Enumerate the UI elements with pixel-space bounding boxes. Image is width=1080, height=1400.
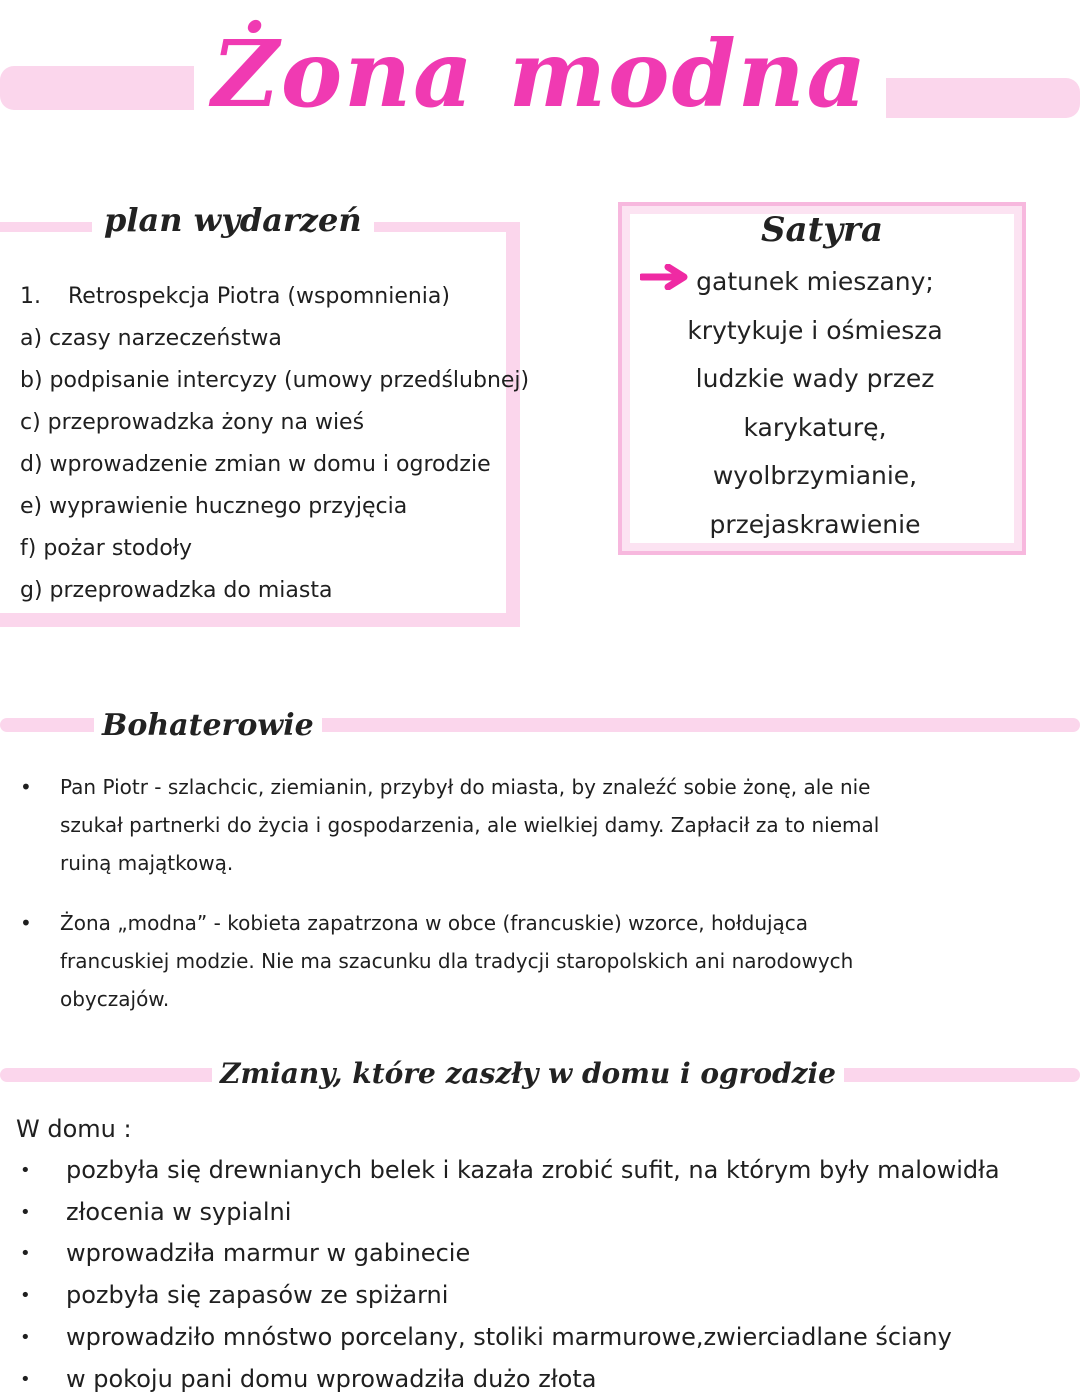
list-item: • w pokoju pani domu wprowadziła dużo złota (20, 1359, 1000, 1400)
satyra-line: gatunek mieszany; (696, 267, 934, 296)
satyra-line: krytykuje i ośmiesza (687, 315, 943, 345)
bullet-icon: • (20, 1243, 31, 1265)
plan-item: g) przeprowadzka do miasta (20, 578, 333, 603)
plan-item: 1. Retrospekcja Piotra (wspomnienia) (20, 284, 450, 309)
list-item: • pozbyła się zapasów ze spiżarni (20, 1275, 1000, 1317)
bullet-icon: • (20, 1201, 31, 1223)
bullet-icon: • (20, 1326, 31, 1348)
plan-item: e) wyprawienie hucznego przyjęcia (20, 494, 408, 519)
list-item: • wprowadziła marmur w gabinecie (20, 1233, 1000, 1275)
bullet-icon: • (20, 775, 32, 799)
character-zona: • Żona „modna” - kobieta zapatrzona w obce (francuskie) wzorce, hołdująca francuskiej modzie. Nie ma szacunku dla tradycji staropolskich ani narodowych obyczajów. (20, 904, 853, 1018)
bullet-icon: • (20, 1160, 31, 1181)
satyra-line: ludzkie wady przez (695, 364, 935, 393)
plan-item: c) przeprowadzka żony na wieś (20, 410, 365, 435)
satyra-line: przejaskrawienie (709, 509, 921, 539)
satyra-definition (680, 258, 950, 549)
bullet-icon: • (20, 1368, 31, 1390)
w-domu-list (20, 1150, 1000, 1400)
w-domu-label: W domu : (16, 1115, 132, 1143)
plan-item: f) pożar stodoły (20, 536, 193, 561)
page-title: Żona modna (0, 10, 1080, 139)
bohaterowie-heading: Bohaterowie (94, 706, 322, 745)
list-item: • złocenia w sypialni (20, 1192, 1000, 1234)
zmiany-heading: Zmiany, które zaszły w domu i ogrodzie (212, 1056, 844, 1092)
satyra-heading: Satyra (761, 210, 883, 250)
list-item: • wprowadziło mnóstwo porcelany, stoliki marmurowe,zwierciadlane ściany (20, 1317, 1000, 1359)
plan-item: d) wprowadzenie zmian w domu i ogrodzie (20, 452, 491, 477)
plan-item: b) podpisanie intercyzy (umowy przedślubnej) (20, 368, 530, 393)
plan-heading: plan wydarzeń (92, 200, 374, 242)
satyra-line: wyolbrzymianie, (712, 461, 918, 490)
list-item: • pozbyła się drewnianych belek i kazała zrobić sufit, na którym były malowidła (20, 1150, 1000, 1192)
satyra-line: karykaturę, (743, 412, 887, 442)
plan-list (20, 276, 529, 612)
character-piotr: • Pan Piotr - szlachcic, ziemianin, przybył do miasta, by znaleźć sobie żonę, ale nie szukał partnerki do życia i gospodarzenia, ale wielkiej damy. Zapłacił za to niemal ruiną majątkową. (20, 768, 879, 882)
plan-item: a) czasy narzeczeństwa (20, 326, 282, 351)
bullet-icon: • (20, 1285, 31, 1307)
bullet-icon: • (20, 911, 32, 935)
